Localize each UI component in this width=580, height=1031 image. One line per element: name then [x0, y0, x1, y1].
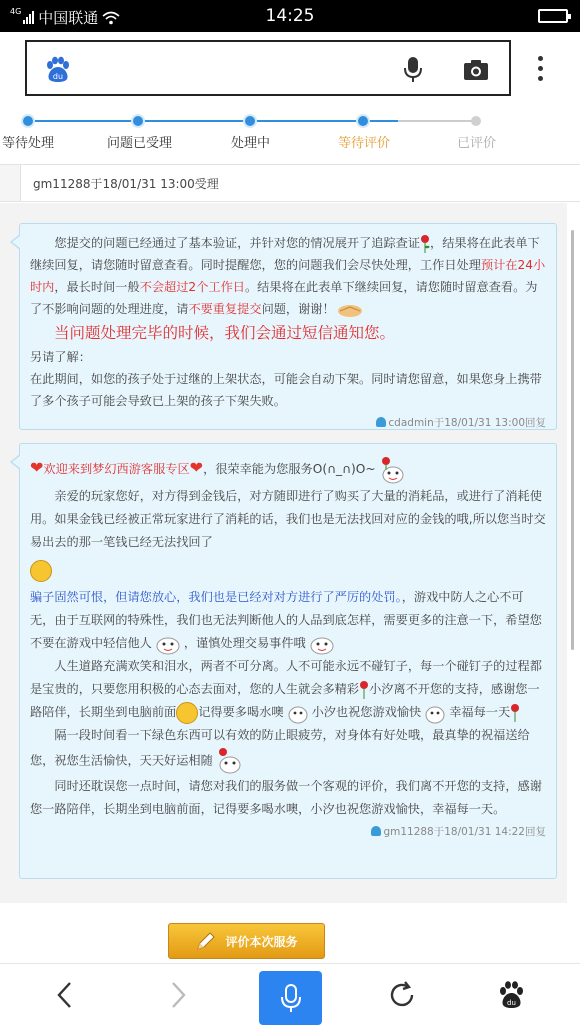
step-dot	[245, 116, 255, 126]
step-label: 问题已受理	[107, 136, 173, 151]
rose-icon	[420, 234, 430, 254]
mascot-rose-icon	[215, 747, 245, 775]
step-dot	[133, 116, 143, 126]
mascot-icon	[308, 633, 336, 655]
reply-meta: cdadmin于18/01/31 13:00回复	[30, 414, 546, 432]
svg-text:du: du	[507, 999, 516, 1007]
heart-icon: ❤	[30, 458, 44, 477]
reply-meta: gm11288于18/01/31 14:22回复	[30, 823, 546, 841]
search-bar[interactable]	[25, 40, 511, 96]
more-vertical-icon[interactable]	[538, 56, 544, 86]
voice-icon	[280, 984, 302, 1014]
sms-notice: 当问题处理完毕的时候，我们会通过短信通知您。	[54, 324, 396, 342]
step-label-current: 等待评价	[338, 136, 391, 151]
handshake-icon	[337, 302, 363, 318]
sweat-face-icon	[176, 702, 198, 724]
voice-button[interactable]	[259, 971, 322, 1025]
mascot-icon	[423, 702, 447, 724]
baidu-paw-icon[interactable]	[496, 980, 526, 1010]
step-label: 等待处理	[2, 136, 55, 151]
scrollbar[interactable]	[571, 230, 574, 650]
back-icon[interactable]	[55, 980, 75, 1010]
network-type: 4G	[10, 7, 22, 16]
mic-icon[interactable]	[403, 56, 423, 84]
accepted-info	[0, 164, 580, 202]
progress-steps	[0, 110, 580, 162]
reply-card-admin: 您提交的问题已经通过了基本验证，并针对您的情况展开了追踪查证 ，结果将在此表单下继续回复，请您随时留意查看。同时提醒您，您的问题我们会尽快处理，工作日处理预计在24小时内，最长时间一般不会超过2个工作日。结果将在此表单下继续回复，请您随时留意查看。为了不影响问题的处理进度，请不要重复提交问题，谢谢！ 当问题处理完毕的时候，我们会通过短信通知您。 另请了解： 在此期间，如您的孩子处于过继的上架状态，可能会自动下架。同时请您留意，如果您身上携带了多个孩子可能会导致已上架的孩子下架失败。 cdadmin于18/01/31 13:00回复	[19, 223, 557, 430]
baidu-logo-icon	[43, 56, 71, 84]
rose-icon	[510, 703, 520, 723]
battery-icon	[538, 9, 568, 23]
mascot-rose-icon	[378, 455, 408, 485]
camera-icon[interactable]	[463, 59, 489, 81]
refresh-icon[interactable]	[387, 980, 417, 1010]
step-dot	[471, 116, 481, 126]
carrier-name: 中国联通	[38, 9, 99, 27]
user-icon	[371, 826, 381, 836]
pencil-icon	[195, 930, 217, 952]
rose-icon	[359, 680, 369, 700]
step-label: 处理中	[231, 136, 271, 151]
bottom-nav	[0, 963, 580, 1031]
accepted-text: gm11288于18/01/31 13:00受理	[33, 177, 219, 191]
reply-card-gm: ❤欢迎来到梦幻西游客服专区❤，很荣幸能为您服务O(∩_∩)O~ 亲爱的玩家您好，对方得到金钱后，对方随即进行了购买了大量的消耗品，或进行了消耗使用。如果金钱已经被正常玩家进行了消耗的话，我们也是无法找回对应的金钱的哦,所以您当时交易出去的那一笔钱已经无法找回了 骗子固然可恨，但请您放心，我们也是已经对对方进行了严厉的处罚。，游戏中防人之心不可无，由于互联网的特殊性，我们也无法判断他人的人品到底怎样，需要更多的注意一下，希望您不要在游戏中轻信他人 ，谨慎处理交易事件哦 人生道路充满欢笑和泪水，两者不可分离。人不可能永远不碰钉子，每一个碰钉子的过程都是宝贵的，只要您用积极的心态去面对，您的人生就会多精彩 小汐离不开您的支持，感谢您一路陪伴，长期坐到电脑前面 记得要多喝水噢 小汐也祝您游戏愉快 幸福每一天 隔一段时间看一下绿色东西可以有效的防止眼疲劳，对身体有好处哦，最真挚的祝福送给您，祝您生活愉快，天天好运相随 同时还耽误您一点时间，请您对我们的服务做一个客观的评价，我们离不开您的支持，感谢您一路陪伴，长期坐到电脑前面，记得要多喝水噢，小汐也祝您游戏愉快，幸福每一天。 gm11288于18/01/31 14:22回复	[19, 443, 557, 879]
step-dot	[358, 116, 368, 126]
user-icon	[376, 417, 386, 427]
svg-text:du: du	[52, 72, 64, 81]
heart-icon: ❤	[189, 458, 204, 477]
status-bar	[0, 0, 580, 32]
step-label: 已评价	[457, 136, 497, 151]
forward-icon[interactable]	[168, 980, 188, 1010]
mascot-icon	[154, 633, 182, 655]
smiley-icon	[30, 560, 52, 582]
clock: 14:25	[265, 6, 315, 26]
mascot-icon	[286, 702, 310, 724]
rate-service-button[interactable]: 评价本次服务	[168, 923, 325, 959]
step-dot	[23, 116, 33, 126]
